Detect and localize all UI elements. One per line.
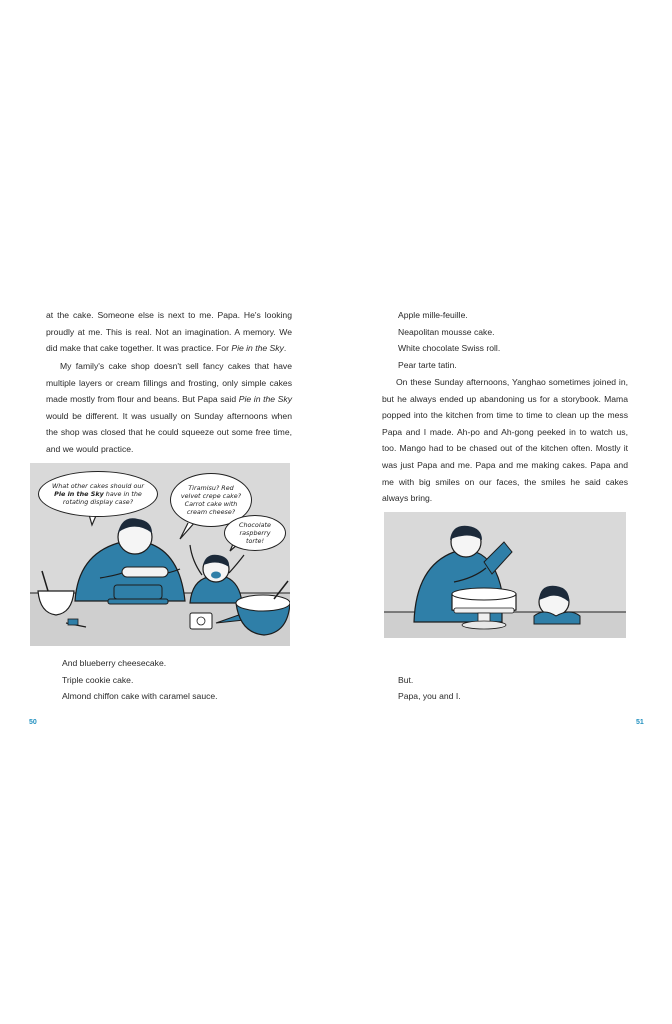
paragraph-1: at the cake. Someone else is next to me. Papa. He's looking proudly at me. This is real. Not an imagination. A memory. We did make that cake together. It was practice. For Pie in the Sky. xyxy=(46,310,292,354)
paragraph-2: My family's cake shop doesn't sell fancy cakes that have multiple layers or cream fillings and frosting, only simple cakes made mostly from flour and beans. But Papa said Pie in the Sky would be different. It was usually on Sunday afternoons when the shop was closed that he could squeeze out some free time, and we would practice. xyxy=(46,361,292,454)
line-papa-you-and-i: Papa, you and I. xyxy=(398,691,461,701)
frosting-scene-drawing xyxy=(384,512,626,638)
line-but: But. xyxy=(398,675,414,685)
line-triple-cookie-cake: Triple cookie cake. xyxy=(62,675,134,685)
right-page xyxy=(336,0,672,1024)
baking-illustration-papa-and-child xyxy=(30,463,290,646)
page-number-left: 50 xyxy=(29,719,37,726)
speech-bubble-papa: What other cakes should our Pie in the Sky have in the rotating display case? xyxy=(38,471,158,517)
line-almond-chiffon-cake: Almond chiffon cake with caramel sauce. xyxy=(62,691,218,701)
page-number-right: 51 xyxy=(636,719,644,726)
speech-bubble-child-suggestions: Tiramisu? Red velvet crepe cake? Carrot cake with cream cheese? xyxy=(170,473,252,527)
illustration-papa-frosting-cake xyxy=(384,512,626,638)
speech-bubble-child-torte: Chocolate raspberry torte! xyxy=(224,515,286,551)
line-blueberry-cheesecake: And blueberry cheesecake. xyxy=(62,658,167,668)
line-neapolitan-mousse-cake: Neapolitan mousse cake. xyxy=(398,327,495,337)
paragraph-sunday-afternoons: On these Sunday afternoons, Yanghao sometimes joined in, but he always ended up abandoning us for a storybook. Mama popped into the kitchen from time to time to clean up the mess Papa and I made. Ah-po and Ah-gong peeked in to watch us, too. Mango had to be chased out of the kitchen often. Mostly it was just Papa and me. Papa and me making cakes. Papa and me with big smiles on our faces, the smiles he said cakes always bring. xyxy=(382,377,628,504)
line-pear-tarte-tatin: Pear tarte tatin. xyxy=(398,360,457,370)
line-white-chocolate-swiss-roll: White chocolate Swiss roll. xyxy=(398,343,501,353)
line-apple-mille-feuille: Apple mille-feuille. xyxy=(398,310,468,320)
